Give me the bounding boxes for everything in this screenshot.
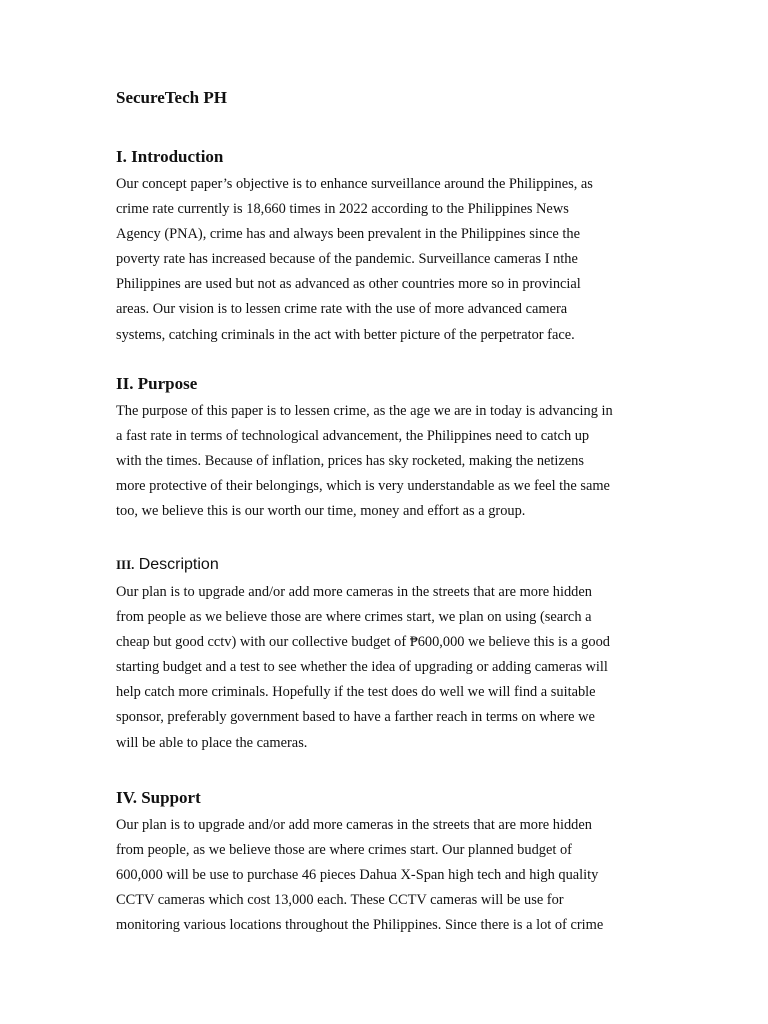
text-line: from people, as we believe those are where crimes start. Our planned budget of — [116, 842, 572, 859]
section-label: Description — [138, 556, 219, 573]
section-label: Support — [141, 788, 201, 807]
text-line: poverty rate has increased because of the pandemic. Surveillance cameras I nthe — [116, 251, 578, 268]
section-body — [116, 813, 660, 938]
section-label: Introduction — [131, 147, 224, 166]
text-line: areas. Our vision is to lessen crime rate with the use of more advanced camera — [116, 301, 568, 318]
text-line: crime rate currently is 18,660 times in 2022 according to the Philippines News — [116, 201, 569, 218]
section-heading — [116, 373, 660, 395]
section-purpose — [116, 373, 660, 524]
section-body — [116, 172, 660, 348]
text-line: 600,000 will be use to purchase 46 pieces Dahua X-Span high tech and high quality — [116, 867, 599, 884]
section-heading — [116, 787, 660, 809]
section-number: IV. — [116, 788, 137, 807]
text-line: Agency (PNA), crime has and always been prevalent in the Philippines since the — [116, 226, 580, 243]
text-line: help catch more criminals. Hopefully if the test does do well we will find a suitable — [116, 684, 596, 701]
text-line: cheap but good cctv) with our collective budget of ₱600,000 we believe this is a good — [116, 634, 610, 651]
section-body — [116, 399, 660, 524]
text-line: Our plan is to upgrade and/or add more cameras in the streets that are more hidden — [116, 817, 592, 833]
text-line: will be able to place the cameras. — [116, 734, 308, 751]
section-heading — [116, 146, 660, 168]
section-description — [116, 553, 660, 756]
text-line: Philippines are used but not as advanced as other countries more so in provincial — [116, 276, 581, 293]
section-number: III. — [116, 557, 135, 572]
text-line: more protective of their belongings, which is very understandable as we feel the same — [116, 478, 610, 495]
section-body — [116, 580, 660, 756]
section-number: I. — [116, 147, 127, 166]
text-line: Our concept paper’s objective is to enhance surveillance around the Philippines, as — [116, 176, 593, 192]
text-line: systems, catching criminals in the act with better picture of the perpetrator face. — [116, 326, 575, 343]
section-number: II. — [116, 374, 134, 393]
section-support — [116, 787, 660, 938]
section-heading — [116, 553, 660, 576]
text-line: with the times. Because of inflation, prices has sky rocketed, making the netizens — [116, 453, 584, 470]
text-line: CCTV cameras which cost 13,000 each. These CCTV cameras will be use for — [116, 892, 564, 909]
section-introduction — [116, 146, 660, 348]
text-line: too, we believe this is our worth our time, money and effort as a group. — [116, 503, 526, 520]
text-line: a fast rate in terms of technological advancement, the Philippines need to catch up — [116, 428, 590, 445]
document-title: SecureTech PH — [116, 88, 227, 107]
text-line: Our plan is to upgrade and/or add more cameras in the streets that are more hidden — [116, 584, 592, 600]
text-line: The purpose of this paper is to lessen crime, as the age we are in today is advancing in — [116, 403, 613, 419]
section-label: Purpose — [137, 374, 198, 393]
text-line: monitoring various locations throughout the Philippines. Since there is a lot of crime — [116, 917, 604, 934]
text-line: sponsor, preferably government based to have a farther reach in terms on where we — [116, 709, 595, 726]
text-line: starting budget and a test to see whether the idea of upgrading or adding cameras will — [116, 659, 608, 676]
text-line: from people as we believe those are where crimes start, we plan on using (search a — [116, 609, 592, 626]
